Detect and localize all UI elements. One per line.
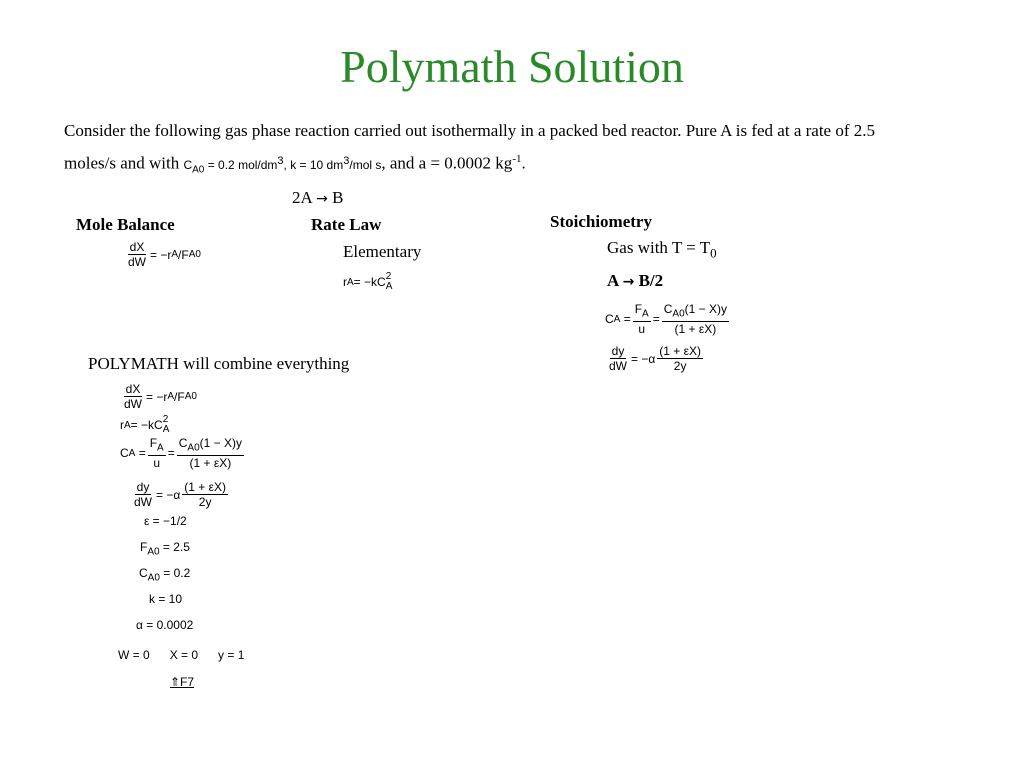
reaction-2a-b: 2A → B bbox=[292, 188, 344, 207]
pressure-drop-equation: $\frac{dy}{dW}$ = −α $\frac{(1 + \varepsilon X)}{2y}$ bbox=[609, 344, 701, 373]
stoichiometry-heading: Stoichiometry bbox=[550, 212, 652, 231]
k-value: k = 10 bbox=[149, 592, 183, 606]
f7-key-hint: ⇑F7 bbox=[170, 675, 195, 689]
polymath-concentration: C A = $\frac{F_A}{u}$ = $\frac{C_{A0}(1 - X)y}{(1 + \varepsilon X)}$ bbox=[120, 436, 242, 471]
intro-line-2: moles/s and with $C_{A0} = 0.2$ mol/dm3, k = 10 dm3/mol s, and a = 0.0002 $kg^{-1}$. bbox=[64, 153, 526, 176]
reaction-a-b2: A → B/2 bbox=[607, 271, 664, 290]
ca0-value: $C_{A0} = 0.2$ bbox=[139, 566, 191, 584]
concentration-equation: C A = $\frac{F_A}{u}$ = $\frac{C_{A0}(1 - X)y}{(1 + \varepsilon X)}$ bbox=[605, 302, 727, 337]
polymath-pressure-drop: $\frac{dy}{dW}$ = −α $\frac{(1 + \varepsilon X)}{2y}$ bbox=[134, 480, 226, 509]
polymath-heading: POLYMATH will combine everything bbox=[88, 354, 350, 373]
rate-law-equation: r A = −kC 2 A bbox=[343, 271, 393, 292]
intro-line-1: Consider the following gas phase reaction carried out isothermally in a packed bed reactor. Pure A is fed at a rate of 2.5 bbox=[64, 121, 876, 140]
alpha-value: α = 0.0002 bbox=[136, 618, 194, 632]
y-initial: y = 1 bbox=[218, 648, 245, 662]
rate-law-subheading: Elementary bbox=[343, 242, 422, 261]
problem-statement bbox=[64, 116, 994, 184]
page-title: Polymath Solution bbox=[340, 41, 684, 92]
polymath-mole-balance: $\frac{dX}{dW}$ = −r A /F A0 bbox=[124, 382, 197, 411]
arrow-right-icon: → bbox=[316, 191, 328, 207]
epsilon-value: ε = −1/2 bbox=[144, 514, 187, 528]
polymath-rate-law: r A = −kC 2 A bbox=[120, 414, 170, 435]
ca0-expression: $C_{A0} = 0.2$ mol/dm3, k = 10 dm3/mol s bbox=[183, 154, 382, 176]
rate-law-heading: Rate Law bbox=[311, 215, 382, 234]
mole-balance-heading: Mole Balance bbox=[76, 215, 175, 234]
initial-conditions bbox=[118, 648, 244, 662]
mole-balance-equation: $\frac{dX}{dW}$ = −r A /F A0 bbox=[128, 240, 201, 269]
gas-condition: Gas with $T = T_0$ bbox=[607, 238, 717, 261]
w-initial: W = 0 bbox=[118, 648, 150, 662]
arrow-right-icon: → bbox=[622, 274, 635, 290]
fa0-value: $F_{A0} = 2.5$ bbox=[140, 540, 190, 558]
x-initial: X = 0 bbox=[169, 648, 199, 662]
